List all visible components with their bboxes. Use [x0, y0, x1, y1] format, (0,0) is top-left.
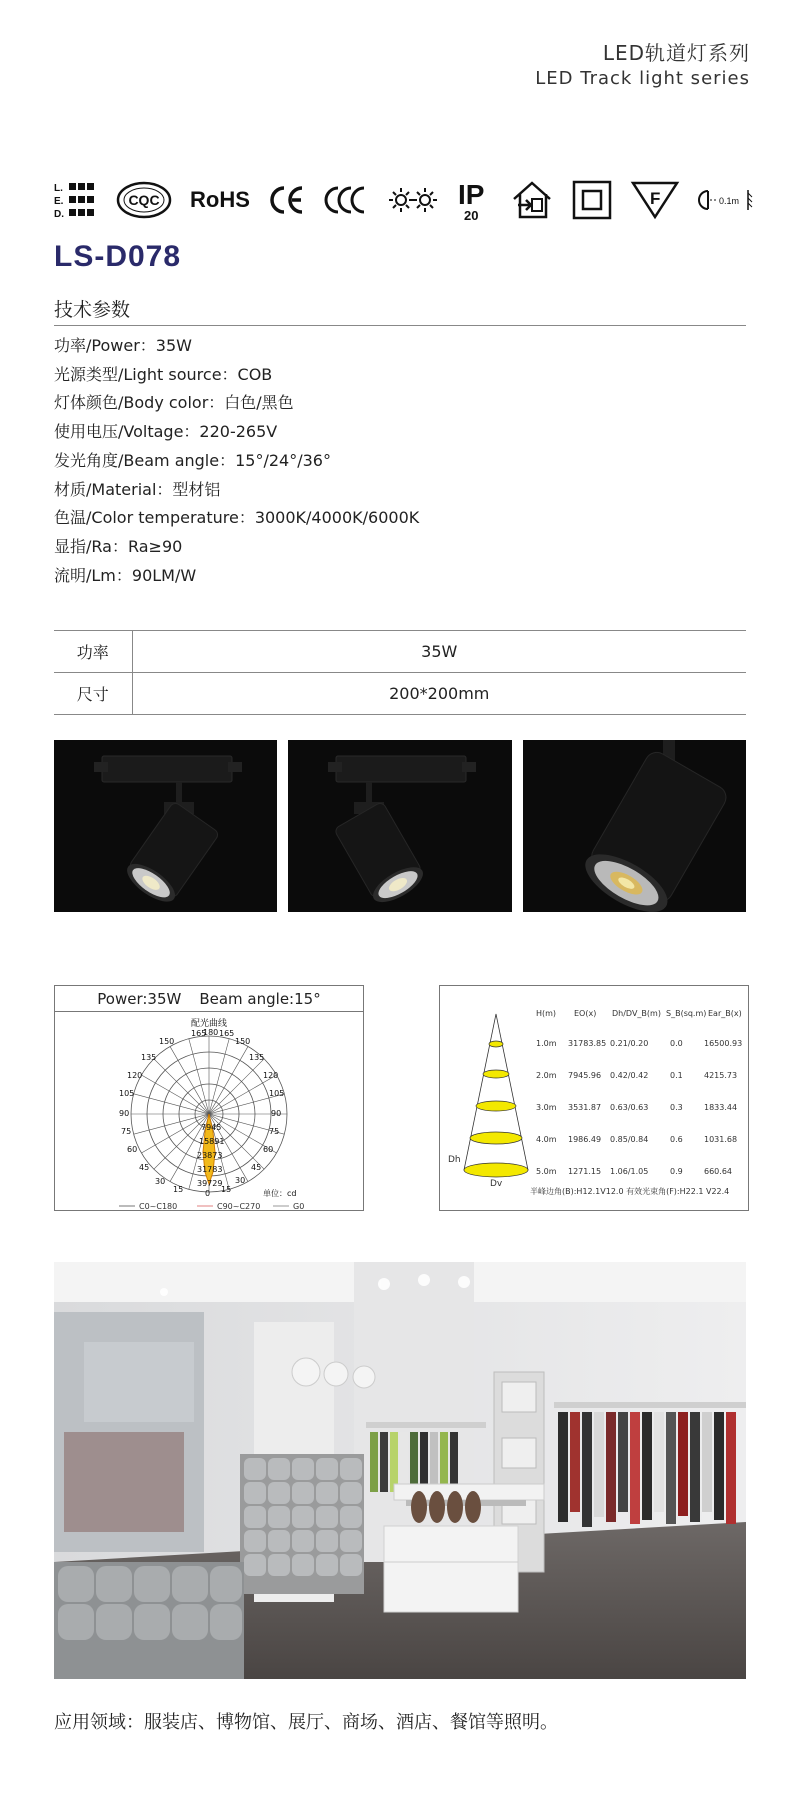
legend-c0: C0~C180: [139, 1202, 178, 1210]
ccc-icon: [324, 182, 370, 218]
polar-value-label: 31783: [197, 1165, 223, 1174]
polar-value-label: 39729: [197, 1179, 223, 1188]
angle-label: 180: [203, 1028, 219, 1037]
svg-text:E.: E.: [54, 196, 64, 207]
model-number: LS-D078: [54, 240, 182, 273]
beam-cell: 1833.44: [704, 1103, 738, 1112]
spec-table: [54, 630, 746, 715]
table-value: 35W: [132, 631, 746, 673]
spec-list: [54, 332, 419, 590]
angle-label: 150: [159, 1037, 175, 1046]
angle-label: 165: [219, 1029, 235, 1038]
min-distance-icon: [698, 185, 758, 215]
angle-label: 90: [271, 1109, 282, 1118]
angle-label: 150: [235, 1037, 251, 1046]
beam-cell: 1986.49: [568, 1135, 602, 1144]
beam-cell: 1.06/1.05: [610, 1167, 649, 1176]
legend-g0: G0: [293, 1202, 305, 1210]
spec-lumen: 流明/Lm：90LM/W: [54, 565, 197, 585]
spec-ra: 显指/Ra：Ra≥90: [54, 536, 183, 556]
beam-cell: 0.0: [670, 1039, 683, 1048]
polar-chart-header: [55, 986, 363, 1012]
spec-power: 功率/Power：35W: [54, 336, 192, 355]
polar-beam-label: Beam angle:15°: [199, 989, 321, 1008]
angle-label: 60: [127, 1145, 138, 1154]
specs-divider: [54, 325, 746, 326]
ce-icon: [268, 182, 306, 218]
product-photo-front: [54, 740, 277, 912]
polar-chart: [55, 1012, 363, 1210]
beam-header: H(m): [536, 1009, 557, 1018]
beam-header: Dh/DV_B(m): [612, 1009, 661, 1018]
table-key: 尺寸: [54, 673, 132, 715]
spec-light-source: 光源类型/Light source：COB: [54, 364, 273, 384]
beam-header: S_B(sq.m): [666, 1009, 707, 1018]
angle-label: 30: [235, 1176, 246, 1185]
indoor-use-icon: [510, 179, 554, 221]
angle-label: 105: [269, 1089, 285, 1098]
svg-text:CQC: CQC: [128, 192, 160, 208]
angle-label: 120: [127, 1071, 143, 1080]
legend-c90: C90~C270: [217, 1202, 261, 1210]
polar-chart-panel: [54, 985, 364, 1211]
dh-label: Dh: [448, 1155, 461, 1165]
beam-cell: 0.1: [670, 1071, 683, 1080]
series-title-cn: LED轨道灯系列: [602, 41, 750, 65]
spec-color-temperature: 色温/Color temperature：3000K/4000K/6000K: [54, 508, 420, 528]
angle-label: 135: [141, 1053, 157, 1062]
beam-cell: 0.6: [670, 1135, 683, 1144]
spec-material: 材质/Material：型材铝: [54, 479, 221, 499]
angle-label: 30: [155, 1177, 166, 1186]
svg-text:F: F: [649, 189, 661, 208]
beam-cell: 16500.93: [704, 1039, 743, 1048]
table-row: [54, 673, 746, 715]
specs-heading: 技术参数: [54, 299, 131, 321]
beam-cell: 0.42/0.42: [610, 1071, 649, 1080]
application-fields: 应用领域：服装店、博物馆、展厅、商场、酒店、餐馆等照明。: [54, 1712, 558, 1733]
beam-cone-panel: [439, 985, 749, 1211]
product-photo-closeup: [523, 740, 746, 912]
svg-text:20: 20: [463, 208, 479, 222]
beam-cell: 5.0m: [536, 1167, 557, 1176]
beam-cell: 1271.15: [568, 1167, 602, 1176]
f-mark-icon: [630, 180, 680, 220]
table-row: [54, 631, 746, 673]
double-insulation-icon: [572, 180, 612, 220]
angle-label: 105: [119, 1089, 135, 1098]
polar-value-label: 23873: [197, 1151, 223, 1160]
spec-body-color: 灯体颜色/Body color：白色/黑色: [54, 393, 294, 413]
beam-cell: 1.0m: [536, 1039, 557, 1048]
beam-cell: 0.63/0.63: [610, 1103, 649, 1112]
polar-title: 配光曲线: [190, 1019, 228, 1029]
table-key: 功率: [54, 631, 132, 673]
svg-text:L.: L.: [54, 183, 63, 194]
angle-label: 75: [269, 1127, 280, 1136]
led-grade-icon: [54, 180, 98, 220]
spec-voltage: 使用电压/Voltage：220-265V: [54, 422, 278, 442]
angle-label: 0: [205, 1189, 211, 1198]
beam-cell: 4.0m: [536, 1135, 557, 1144]
certification-row: [54, 175, 754, 225]
cqc-icon: [116, 180, 172, 220]
svg-text:D.: D.: [54, 209, 64, 220]
product-photo-side: [288, 740, 511, 912]
angle-label: 60: [263, 1145, 274, 1154]
angle-label: 15: [221, 1185, 232, 1194]
polar-value-label: 15891: [199, 1137, 225, 1146]
beam-cell: 31783.85: [568, 1039, 607, 1048]
angle-label: 165: [191, 1029, 207, 1038]
polar-power-label: Power:35W: [97, 989, 182, 1008]
beam-cone-chart: [440, 986, 748, 1210]
beam-footer: 半峰边角(B):H12.1V12.0 有效光束角(F):H22.1 V22.4: [530, 1187, 730, 1196]
beam-header: EO(x): [574, 1009, 597, 1018]
product-photos: [54, 740, 746, 912]
beam-cell: 1031.68: [704, 1135, 738, 1144]
beam-cell: 7945.96: [568, 1071, 602, 1080]
beam-cell: 660.64: [704, 1167, 732, 1176]
svg-text:0.1m: 0.1m: [718, 196, 739, 206]
angle-label: 45: [251, 1163, 262, 1172]
angle-label: 135: [249, 1053, 265, 1062]
beam-cell: 0.21/0.20: [610, 1039, 649, 1048]
polar-value-label: 7945: [201, 1123, 222, 1132]
table-value: 200*200mm: [132, 673, 746, 715]
beam-cell: 0.85/0.84: [610, 1135, 649, 1144]
angle-label: 15: [173, 1185, 184, 1194]
store-application-photo: [54, 1262, 746, 1679]
rohs-icon: RoHS: [190, 187, 250, 212]
series-title: [535, 40, 750, 92]
dv-label: Dv: [490, 1179, 503, 1189]
beam-cell: 0.3: [670, 1103, 683, 1112]
dual-sun-icon: [388, 185, 438, 215]
ip20-icon: [456, 178, 492, 222]
beam-cell: 4215.73: [704, 1071, 738, 1080]
angle-label: 45: [139, 1163, 150, 1172]
beam-cell: 2.0m: [536, 1071, 557, 1080]
angle-label: 120: [263, 1071, 279, 1080]
series-title-en: LED Track light series: [535, 68, 750, 89]
beam-cell: 3531.87: [568, 1103, 602, 1112]
beam-cell: 0.9: [670, 1167, 683, 1176]
svg-text:IP: IP: [457, 179, 485, 210]
beam-cell: 3.0m: [536, 1103, 557, 1112]
angle-label: 90: [119, 1109, 130, 1118]
polar-unit-label: 单位：cd: [263, 1189, 297, 1198]
spec-beam-angle: 发光角度/Beam angle：15°/24°/36°: [54, 450, 331, 470]
angle-label: 75: [121, 1127, 132, 1136]
beam-header: Ear_B(x): [708, 1009, 742, 1018]
